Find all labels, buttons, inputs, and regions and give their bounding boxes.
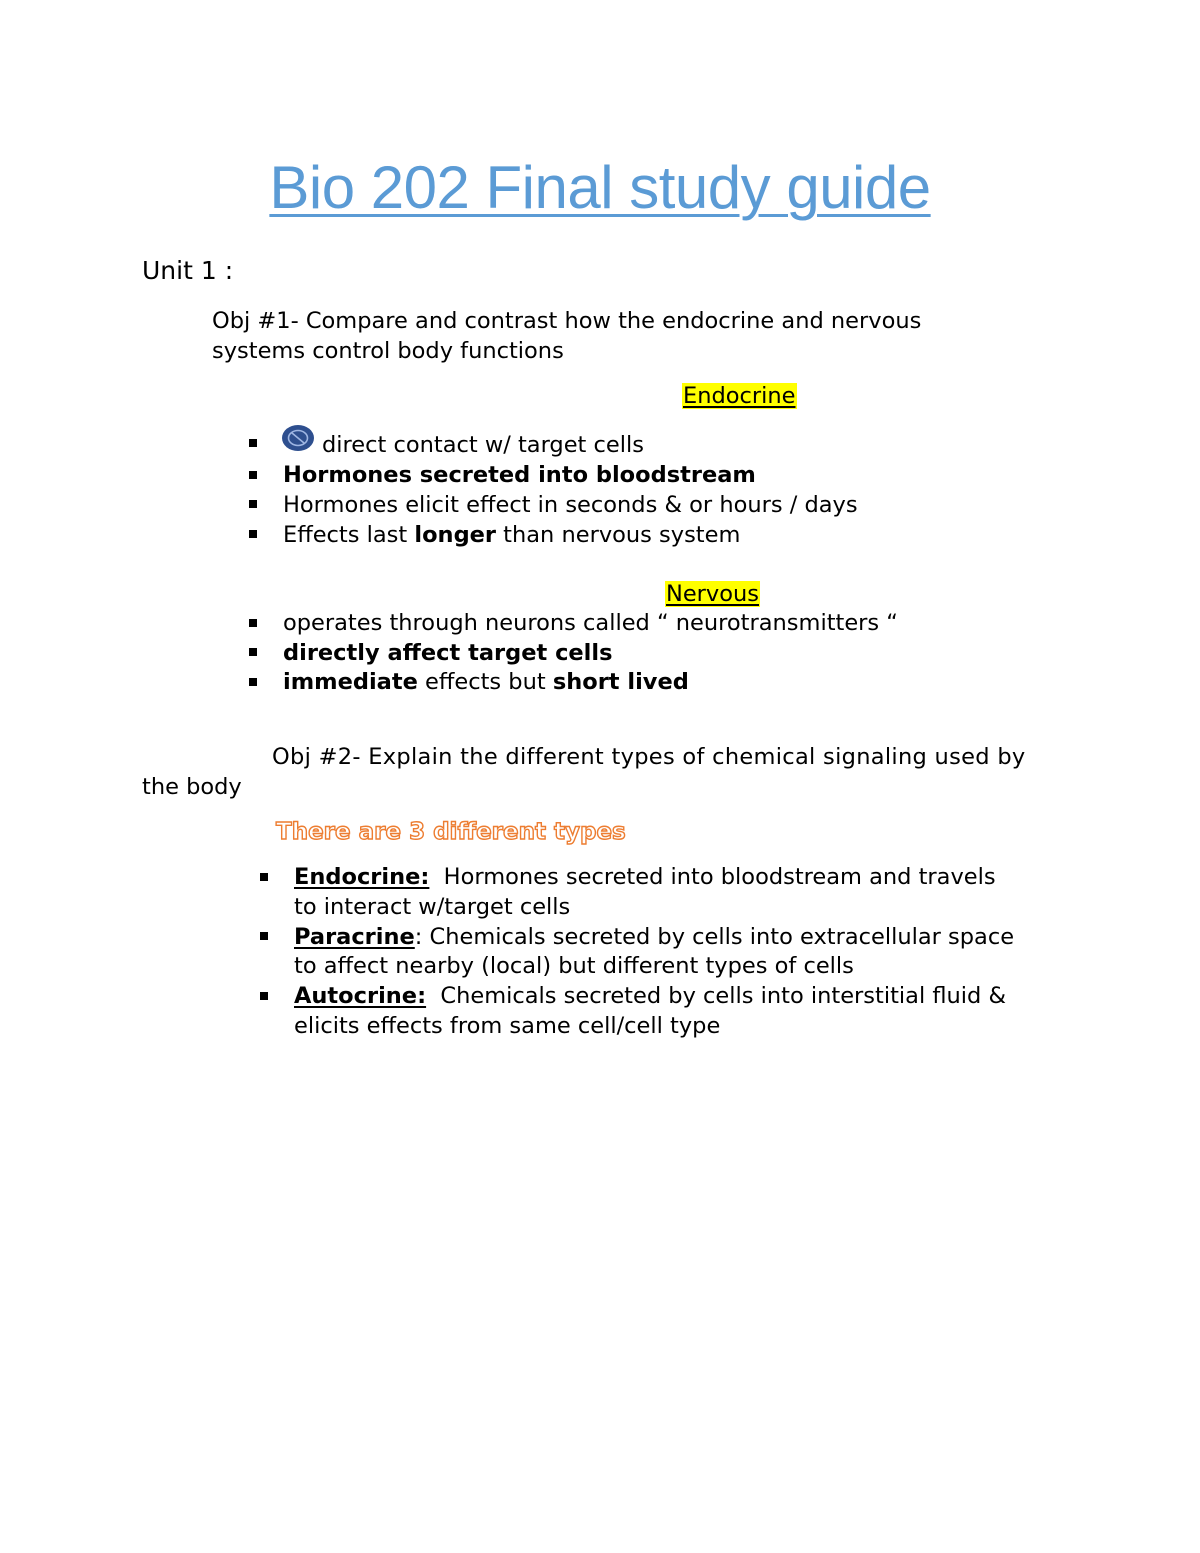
nervous-item-2: directly affect target cells <box>283 640 613 666</box>
nervous-item-3-a: immediate <box>283 669 418 695</box>
type-1-text: Hormones secreted into bloodstream and travels <box>429 864 996 890</box>
bullet-icon <box>260 873 268 881</box>
endocrine-item-1: direct contact w/ target cells <box>322 432 644 458</box>
endocrine-item-4-c: than nervous system <box>496 522 741 548</box>
type-1-label: Endocrine: <box>294 864 430 890</box>
nervous-item-1: operates through neurons called “ neurotransmitters “ <box>283 610 898 636</box>
obj2-line2: the body <box>142 774 242 800</box>
obj2-line1: Obj #2- Explain the different types of chemical signaling used by <box>272 744 1026 770</box>
type-3-label: Autocrine: <box>294 983 427 1009</box>
bullet-icon <box>260 932 268 940</box>
nervous-heading-text: Nervous <box>666 581 759 607</box>
endocrine-item-4-a: Effects last <box>283 522 415 548</box>
endocrine-heading-text: Endocrine <box>683 383 796 409</box>
type-3-text: Chemicals secreted by cells into interstitial fluid & <box>426 983 1007 1009</box>
endocrine-heading <box>682 381 797 411</box>
prohibited-circle-icon <box>282 425 314 451</box>
bullet-icon <box>249 648 257 656</box>
type-1-line1 <box>294 862 996 892</box>
nervous-heading <box>657 579 760 609</box>
bullet-icon <box>249 619 257 627</box>
obj1-line2: systems control body functions <box>212 338 564 364</box>
bullet-icon <box>249 500 257 508</box>
types-heading: There are 3 different types <box>276 819 626 845</box>
nervous-item-3-b: effects but <box>417 669 553 695</box>
obj1-line1: Obj #1- Compare and contrast how the endocrine and nervous <box>212 308 922 334</box>
bullet-icon <box>249 439 257 447</box>
endocrine-item-4 <box>283 520 740 550</box>
page-title: Bio 202 Final study guide <box>269 154 931 221</box>
type-2-text: : Chemicals secreted by cells into extracellular space <box>414 924 1015 950</box>
type-1-line2: to interact w/target cells <box>294 894 571 920</box>
type-2-line1 <box>294 922 1014 952</box>
nervous-item-3 <box>283 667 689 697</box>
bullet-icon <box>249 678 257 686</box>
nervous-item-3-c: short lived <box>552 669 689 695</box>
endocrine-item-4-b: longer <box>414 522 497 548</box>
type-2-line2: to affect nearby (local) but different types of cells <box>294 953 854 979</box>
type-3-line2: elicits effects from same cell/cell type <box>294 1013 721 1039</box>
bullet-icon <box>249 530 257 538</box>
bullet-icon <box>249 471 257 479</box>
type-3-line1 <box>294 981 1006 1011</box>
type-2-label: Paracrine <box>294 924 415 950</box>
bullet-icon <box>260 992 268 1000</box>
unit-heading: Unit 1 : <box>142 256 234 285</box>
endocrine-item-2: Hormones secreted into bloodstream <box>283 462 756 488</box>
endocrine-item-3: Hormones elicit effect in seconds & or hours / days <box>283 492 858 518</box>
